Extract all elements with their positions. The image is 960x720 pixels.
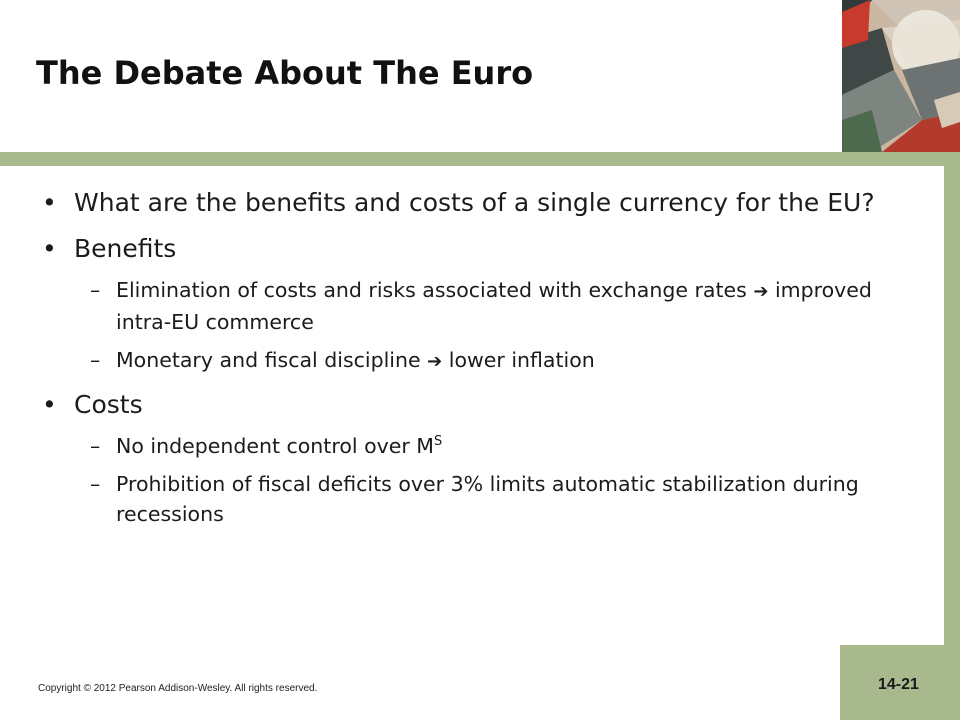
bullet-text: What are the benefits and costs of a single currency for the EU?	[74, 188, 875, 217]
frame-top-bar	[0, 152, 960, 166]
bullet-icon: •	[42, 234, 57, 263]
benefit-result: lower inflation	[448, 348, 595, 372]
dash-icon: –	[90, 472, 101, 496]
slide-number: 14-21	[878, 676, 919, 693]
sub-bullet-benefit-2	[40, 345, 890, 377]
arrow-right-icon: ➔	[753, 281, 769, 302]
copyright-notice: Copyright © 2012 Pearson Addison-Wesley. All rights reserved.	[38, 683, 318, 694]
cost-text: Prohibition of fiscal deficits over 3% limits automatic stabilization during recessions	[116, 472, 859, 526]
dash-icon: –	[90, 434, 101, 458]
cost-text: No independent control over M	[116, 434, 434, 458]
bullet-benefits	[40, 231, 890, 267]
bullet-question	[40, 185, 890, 221]
bullet-text: Costs	[74, 390, 143, 419]
bullet-icon: •	[42, 390, 57, 419]
benefit-result: improved intra-EU commerce	[116, 278, 872, 334]
bullet-text: Benefits	[74, 234, 177, 263]
dash-icon: –	[90, 348, 101, 372]
bullet-costs	[40, 387, 890, 423]
decorative-art-image	[842, 0, 960, 152]
slide-body	[40, 185, 890, 529]
benefit-text: Elimination of costs and risks associated with exchange rates	[116, 278, 747, 302]
arrow-right-icon: ➔	[427, 351, 443, 372]
bullet-icon: •	[42, 188, 57, 217]
dash-icon: –	[90, 278, 101, 302]
benefit-text: Monetary and fiscal discipline	[116, 348, 421, 372]
frame-right-bar	[944, 152, 960, 720]
slide-title: The Debate About The Euro	[36, 54, 534, 92]
superscript: S	[434, 434, 443, 450]
sub-bullet-cost-1	[40, 431, 890, 461]
sub-bullet-cost-2	[40, 469, 890, 529]
sub-bullet-benefit-1	[40, 275, 890, 337]
